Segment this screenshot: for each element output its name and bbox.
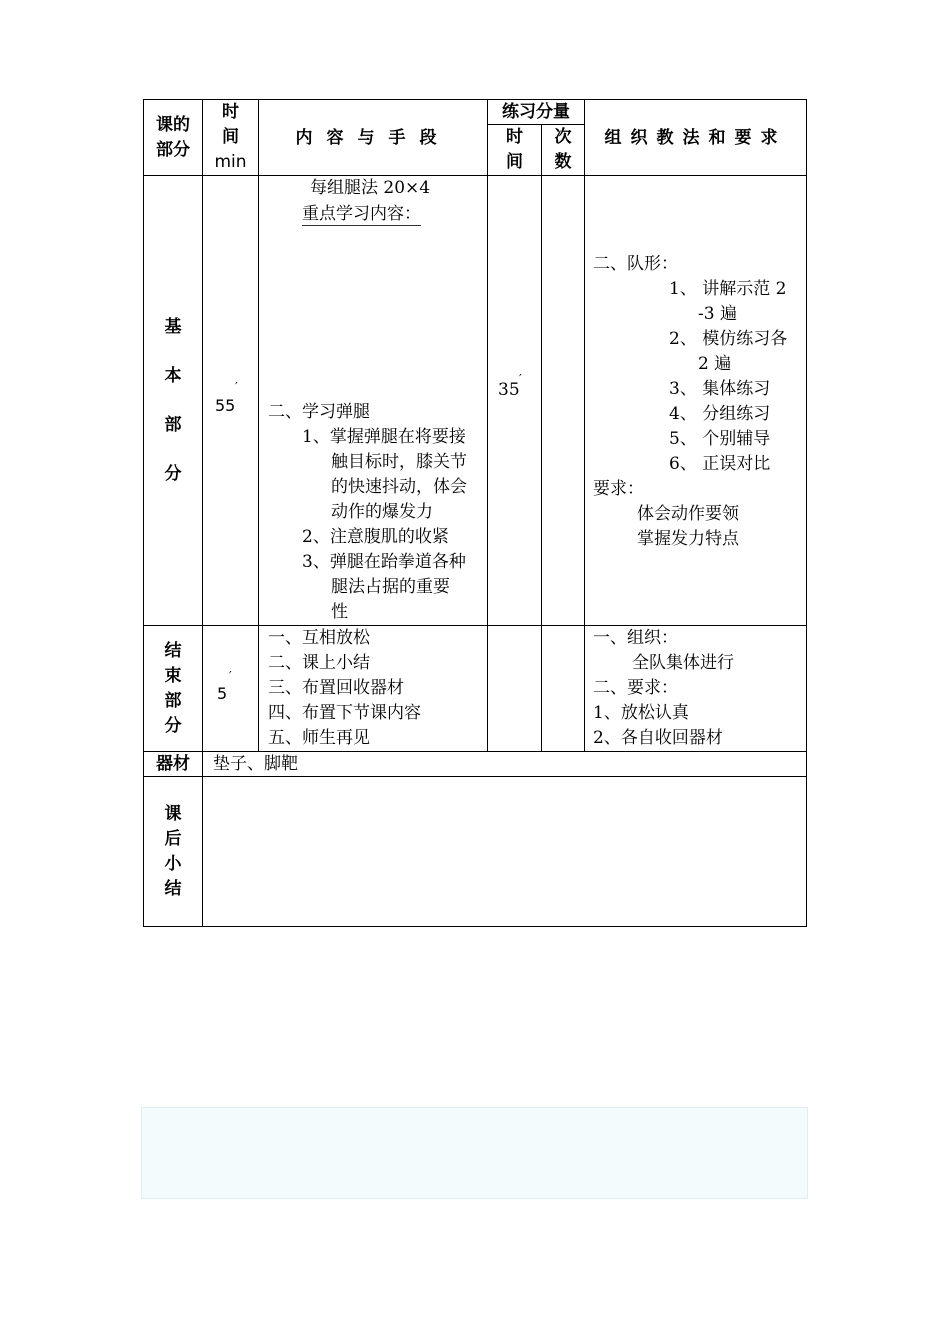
ending-minutes-cell bbox=[203, 626, 259, 752]
equipment-value: 垫子、脚靶 bbox=[203, 752, 807, 777]
main-practice-count-cell bbox=[542, 176, 585, 626]
header-time: 时 间 min bbox=[203, 100, 259, 176]
req-line: 体会动作要领 bbox=[637, 504, 739, 524]
main-content-item: 1、掌握弹腿在将要接 bbox=[302, 427, 466, 447]
ending-practice-count-cell bbox=[542, 626, 585, 752]
ending-org-line: 2、各自收回器材 bbox=[593, 728, 723, 748]
main-content-drill: 每组腿法 20×4 bbox=[310, 178, 431, 198]
ending-org-line: 一、组织： bbox=[593, 628, 678, 648]
org-line: 2 遍 bbox=[698, 354, 732, 374]
main-content-item: 2、注意腹肌的收紧 bbox=[302, 527, 449, 547]
req-title: 要求： bbox=[593, 479, 644, 499]
ending-section-label: 结 束 部 分 bbox=[144, 626, 203, 752]
main-practice-time: 35 bbox=[498, 380, 520, 400]
summary-content bbox=[203, 777, 807, 927]
header-content: 内容与手段 bbox=[259, 100, 488, 176]
main-content-item: 动作的爆发力 bbox=[331, 502, 433, 522]
ending-content-item: 一、互相放松 bbox=[268, 628, 370, 648]
org-line: 5、 个别辅导 bbox=[669, 429, 771, 449]
org-line: 1、 讲解示范 2 bbox=[669, 279, 787, 299]
header-practice-count: 次 数 bbox=[542, 125, 585, 176]
main-content-item: 腿法占据的重要 bbox=[331, 577, 450, 597]
main-minutes-prime: ′ bbox=[235, 380, 238, 394]
ending-minutes-prime: ′ bbox=[229, 669, 232, 683]
main-content-item: 二、学习弹腿 bbox=[268, 402, 370, 422]
ending-practice-time-cell bbox=[488, 626, 542, 752]
main-organization-cell bbox=[585, 176, 807, 626]
main-practice-prime: ′ bbox=[519, 372, 522, 386]
ending-org-line: 全队集体进行 bbox=[632, 653, 734, 673]
ending-content-item: 四、布置下节课内容 bbox=[268, 703, 421, 723]
main-practice-time-cell bbox=[488, 176, 542, 626]
header-practice: 练习分量 bbox=[488, 100, 585, 125]
main-content-focus: 重点学习内容： bbox=[302, 204, 421, 224]
req-line: 掌握发力特点 bbox=[637, 529, 739, 549]
header-part: 课的 部分 bbox=[144, 100, 203, 176]
main-content-item: 3、弹腿在跆拳道各种 bbox=[302, 552, 466, 572]
ending-content-item: 二、课上小结 bbox=[268, 653, 370, 673]
main-minutes-cell bbox=[203, 176, 259, 626]
header-practice-time: 时 间 bbox=[488, 125, 542, 176]
org-title: 二、队形： bbox=[593, 254, 678, 274]
ending-org-line: 二、要求： bbox=[593, 678, 678, 698]
lesson-plan-table bbox=[143, 99, 807, 927]
org-line: -3 遍 bbox=[698, 304, 737, 324]
main-content-item: 的快速抖动，体会 bbox=[331, 477, 467, 497]
header-organization: 组织教法和要求 bbox=[585, 100, 807, 176]
main-content-item: 触目标时，膝关节 bbox=[331, 452, 467, 472]
ending-content-item: 五、师生再见 bbox=[268, 728, 370, 748]
org-line: 6、 正误对比 bbox=[669, 454, 771, 474]
main-content-cell bbox=[259, 176, 488, 626]
ending-content-cell bbox=[259, 626, 488, 752]
blank-note-box bbox=[141, 1107, 808, 1199]
ending-organization-cell bbox=[585, 626, 807, 752]
main-content-item: 性 bbox=[331, 602, 348, 622]
summary-section-label: 课 后 小 结 bbox=[144, 777, 203, 927]
org-line: 3、 集体练习 bbox=[669, 379, 771, 399]
ending-minutes: 5 bbox=[217, 684, 228, 703]
main-minutes: 55 bbox=[215, 396, 236, 415]
org-line: 4、 分组练习 bbox=[669, 404, 771, 424]
ending-content-item: 三、布置回收器材 bbox=[268, 678, 404, 698]
ending-org-line: 1、放松认真 bbox=[593, 703, 689, 723]
main-section-label: 基 本 部 分 bbox=[144, 176, 203, 626]
equipment-label: 器材 bbox=[144, 752, 203, 777]
org-line: 2、 模仿练习各 bbox=[669, 329, 788, 349]
